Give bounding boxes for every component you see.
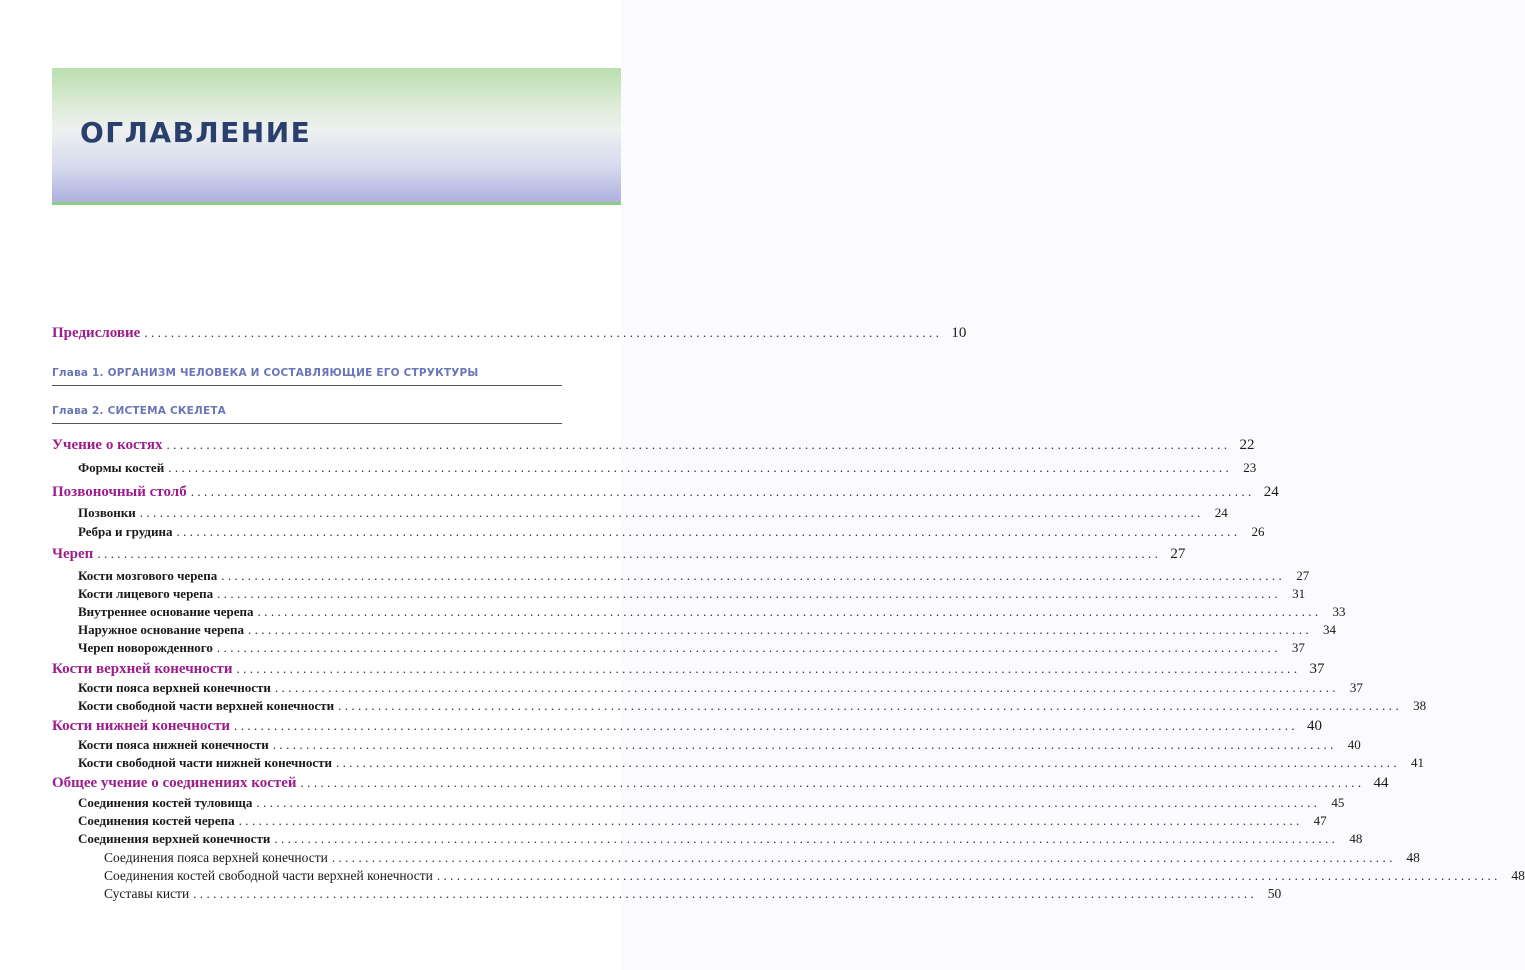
leader-dots: ................................................................................................................................................................	[139, 505, 1204, 520]
toc-entry[interactable]	[52, 795, 1345, 811]
toc-entry-label: Наружное основание черепа	[78, 622, 244, 637]
toc-entry[interactable]	[52, 850, 1420, 866]
toc-entry[interactable]	[52, 568, 1310, 584]
toc-entry-page: 40	[1307, 718, 1323, 734]
toc-entry-page: 24	[1263, 484, 1279, 500]
toc-entry-page: 50	[1267, 886, 1282, 901]
toc-entry[interactable]	[52, 698, 1427, 714]
page-title: ОГЛАВЛЕНИЕ	[80, 116, 312, 149]
toc-entry-page: 33	[1332, 604, 1346, 619]
toc-entry-page: 45	[1331, 795, 1345, 810]
toc-entry-page: 40	[1347, 737, 1361, 752]
leader-dots: ........................................................................................................................	[144, 325, 943, 340]
leader-dots: ................................................................................................................................................................	[256, 795, 1321, 810]
toc-entry-label: Череп новорожденного	[78, 640, 213, 655]
toc-entry[interactable]	[52, 604, 1346, 620]
toc-entry-page: 38	[1413, 698, 1427, 713]
toc-entry[interactable]	[52, 718, 1323, 735]
leader-dots: ................................................................................................................................................................	[221, 568, 1286, 583]
toc-entry-label: Позвоночный столб	[52, 484, 187, 500]
toc-entry-page: 26	[1251, 524, 1265, 539]
leader-dots: ................................................................................................................................................................	[190, 484, 1255, 499]
toc-entry-label: Кости свободной части верхней конечности	[78, 698, 335, 713]
chapter-heading-2[interactable]: Глава 2. СИСТЕМА СКЕЛЕТА	[52, 405, 562, 424]
toc-entry-page: 10	[951, 325, 967, 341]
toc-entry-label: Соединения костей черепа	[78, 813, 235, 828]
toc-entry-page: 24	[1214, 505, 1228, 520]
toc-entry-label: Соединения костей туловища	[78, 795, 253, 810]
toc-entry-page: 44	[1373, 775, 1389, 791]
toc-entry-label: Ребра и грудина	[78, 524, 173, 539]
leader-dots: ................................................................................................................................................................	[217, 586, 1282, 601]
leader-dots: ................................................................................................................................................................	[168, 460, 1233, 475]
toc-entry-label: Предисловие	[52, 325, 141, 341]
toc-entry-page: 34	[1323, 622, 1336, 637]
toc-entry-label: Кости мозгового черепа	[78, 568, 218, 583]
toc-entry-page: 48	[1406, 850, 1420, 865]
leader-dots: ................................................................................................................................................................	[336, 755, 1400, 770]
toc-entry-label: Кости верхней конечности	[52, 661, 233, 677]
chapter-heading-1[interactable]: Глава 1. ОРГАНИЗМ ЧЕЛОВЕКА И СОСТАВЛЯЮЩИЕ ЕГО СТРУКТУРЫ	[52, 367, 562, 386]
toc-entry-label: Соединения верхней конечности	[78, 831, 271, 846]
toc-entry[interactable]	[52, 831, 1363, 847]
toc-entry[interactable]	[52, 524, 1265, 540]
leader-dots: ................................................................................................................................................................	[338, 698, 1403, 713]
toc-entry-label: Суставы кисти	[104, 886, 190, 901]
leader-dots: ................................................................................................................................................................	[257, 604, 1322, 619]
toc-entry-label: Череп	[52, 546, 94, 562]
toc-entry[interactable]	[52, 886, 1282, 902]
toc-entry[interactable]	[52, 680, 1363, 696]
toc-entry[interactable]	[52, 484, 1279, 501]
leader-dots: ................................................................................................................................................................	[238, 813, 1303, 828]
toc-entry[interactable]	[52, 505, 1228, 521]
leader-dots: ................................................................................................................................................................	[176, 524, 1241, 539]
toc-entry-label: Кости пояса нижней конечности	[78, 737, 269, 752]
toc-entry-page: 48	[1349, 831, 1363, 846]
toc-entry-page: 37	[1309, 661, 1325, 677]
toc-entry-page: 48	[1511, 868, 1525, 883]
toc-entry-label: Кости нижней конечности	[52, 718, 231, 734]
toc-entry-page: 23	[1243, 460, 1257, 475]
toc-entry[interactable]	[52, 546, 1186, 563]
toc-entry-label: Кости пояса верхней конечности	[78, 680, 271, 695]
toc-entry[interactable]	[52, 868, 1525, 884]
leader-dots: ................................................................................................................................................................	[272, 737, 1337, 752]
leader-dots: ................................................................................................................................................................	[234, 718, 1299, 733]
leader-dots: ................................................................................................................................................................	[436, 868, 1501, 883]
toc-entry-label: Кости лицевого черепа	[78, 586, 214, 601]
toc-entry[interactable]	[52, 586, 1306, 602]
leader-dots: ................................................................................................................................................................	[274, 831, 1339, 846]
toc-entry-label: Учение о костях	[52, 437, 163, 453]
leader-dots: ................................................................................................................................................................	[97, 546, 1162, 561]
toc-entry-preface[interactable]	[52, 325, 967, 342]
leader-dots: ................................................................................................................................................................	[274, 680, 1339, 695]
toc-entry-page: 27	[1296, 568, 1310, 583]
leader-dots: ................................................................................................................................................................	[300, 775, 1365, 790]
toc-entry-page: 37	[1349, 680, 1363, 695]
toc-entry-page: 41	[1411, 755, 1424, 770]
toc-entry-page: 47	[1313, 813, 1327, 828]
toc-entry[interactable]	[52, 813, 1327, 829]
leader-dots: ................................................................................................................................................................	[248, 622, 1312, 637]
leader-dots: ................................................................................................................................................................	[331, 850, 1396, 865]
toc-entry[interactable]	[52, 661, 1325, 678]
toc-entry-label: Соединения костей свободной части верхней конечности	[104, 868, 433, 883]
toc-entry[interactable]	[52, 460, 1257, 476]
leader-dots: ................................................................................................................................................................	[166, 437, 1231, 452]
toc-entry[interactable]	[52, 640, 1305, 656]
toc-entry[interactable]	[52, 622, 1336, 638]
toc-entry-label: Внутреннее основание черепа	[78, 604, 254, 619]
toc-entry[interactable]	[52, 755, 1424, 771]
toc-entry-label: Кости свободной части нижней конечности	[78, 755, 332, 770]
toc-entry[interactable]	[52, 775, 1389, 792]
toc-entry-page: 22	[1239, 437, 1255, 453]
leader-dots: ................................................................................................................................................................	[193, 886, 1258, 901]
toc-entry-label: Позвонки	[78, 505, 136, 520]
toc-entry-label: Формы костей	[78, 460, 165, 475]
toc-entry-page: 31	[1292, 586, 1306, 601]
toc-entry-page: 27	[1170, 546, 1186, 562]
toc-entry[interactable]	[52, 437, 1255, 454]
leader-dots: ................................................................................................................................................................	[236, 661, 1301, 676]
toc-entry-label: Общее учение о соединениях костей	[52, 775, 297, 791]
leader-dots: ................................................................................................................................................................	[216, 640, 1281, 655]
toc-entry-page: 37	[1291, 640, 1305, 655]
toc-entry-label: Соединения пояса верхней конечности	[104, 850, 328, 865]
toc-entry[interactable]	[52, 737, 1361, 753]
